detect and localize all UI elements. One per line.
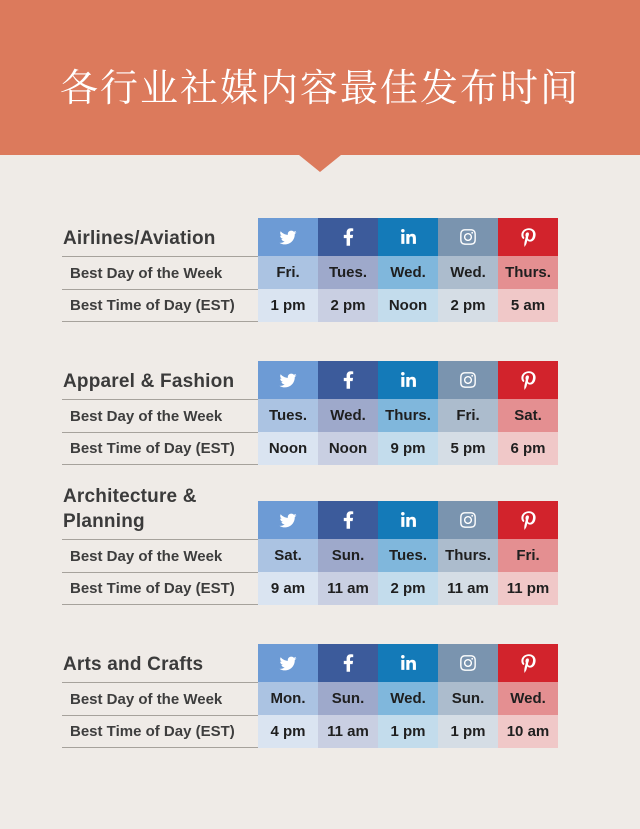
best-day-cell: Sat.	[258, 539, 318, 572]
linkedin-icon	[400, 655, 417, 672]
best-time-cell: 1 pm	[258, 289, 318, 322]
twitter-icon	[278, 372, 298, 389]
best-time-cell: 1 pm	[438, 715, 498, 748]
best-time-cell: 1 pm	[378, 715, 438, 748]
best-day-cell: Sun.	[318, 539, 378, 572]
social-column-header	[378, 218, 438, 256]
best-time-cell: 10 am	[498, 715, 558, 748]
best-day-row	[62, 256, 640, 289]
down-triangle-icon	[299, 155, 341, 172]
linkedin-icon	[400, 229, 417, 246]
industry-title: Apparel & Fashion	[63, 371, 235, 392]
industry-title: Architecture & Planning	[63, 486, 197, 532]
page-title: 各行业社媒内容最佳发布时间	[59, 68, 580, 110]
social-column-header	[318, 218, 378, 256]
best-time-cell: 2 pm	[378, 572, 438, 605]
social-column-header	[378, 501, 438, 539]
best-day-row	[62, 399, 640, 432]
facebook-icon	[343, 654, 354, 672]
social-column-header	[258, 501, 318, 539]
social-column-header	[498, 218, 558, 256]
social-column-header	[378, 644, 438, 682]
social-column-header	[438, 218, 498, 256]
best-day-row	[62, 539, 640, 572]
twitter-icon	[278, 655, 298, 672]
row-label: Best Day of the Week	[62, 399, 258, 432]
header-banner	[0, 0, 640, 155]
industry-title: Airlines/Aviation	[63, 228, 216, 249]
social-column-header	[258, 218, 318, 256]
best-day-cell: Mon.	[258, 682, 318, 715]
social-column-header	[498, 501, 558, 539]
social-column-header	[438, 644, 498, 682]
social-column-header	[438, 501, 498, 539]
instagram-icon	[459, 228, 477, 246]
best-time-cell: 6 pm	[498, 432, 558, 465]
best-day-cell: Thurs.	[438, 539, 498, 572]
social-column-header	[498, 644, 558, 682]
best-day-cell: Wed.	[498, 682, 558, 715]
social-column-header	[318, 644, 378, 682]
social-column-header	[318, 501, 378, 539]
industry-table	[62, 361, 640, 465]
linkedin-icon	[400, 512, 417, 529]
best-day-cell: Fri.	[438, 399, 498, 432]
best-time-cell: 11 pm	[498, 572, 558, 605]
twitter-icon	[278, 229, 298, 246]
best-time-cell: Noon	[258, 432, 318, 465]
social-column-header	[258, 361, 318, 399]
best-day-row	[62, 682, 640, 715]
facebook-icon	[343, 228, 354, 246]
table-header-row	[62, 644, 640, 682]
pinterest-icon	[521, 228, 536, 247]
best-day-cell: Wed.	[318, 399, 378, 432]
industry-table	[62, 218, 640, 322]
table-header-row	[62, 218, 640, 256]
row-label: Best Day of the Week	[62, 682, 258, 715]
best-day-cell: Wed.	[438, 256, 498, 289]
row-label: Best Time of Day (EST)	[62, 715, 258, 748]
facebook-icon	[343, 511, 354, 529]
best-time-cell: 5 am	[498, 289, 558, 322]
best-time-cell: 9 am	[258, 572, 318, 605]
best-day-cell: Wed.	[378, 256, 438, 289]
best-day-cell: Tues.	[258, 399, 318, 432]
social-column-header	[378, 361, 438, 399]
best-time-row	[62, 289, 640, 322]
social-column-header	[258, 644, 318, 682]
row-label: Best Day of the Week	[62, 256, 258, 289]
facebook-icon	[343, 371, 354, 389]
best-time-cell: 11 am	[318, 572, 378, 605]
best-time-cell: 4 pm	[258, 715, 318, 748]
best-day-cell: Thurs.	[378, 399, 438, 432]
best-time-cell: Noon	[378, 289, 438, 322]
linkedin-icon	[400, 372, 417, 389]
twitter-icon	[278, 512, 298, 529]
best-time-row	[62, 715, 640, 748]
instagram-icon	[459, 511, 477, 529]
row-label: Best Time of Day (EST)	[62, 432, 258, 465]
industry-tables	[0, 172, 640, 748]
best-time-cell: 9 pm	[378, 432, 438, 465]
best-time-cell: 11 am	[438, 572, 498, 605]
best-day-cell: Sat.	[498, 399, 558, 432]
best-time-cell: 11 am	[318, 715, 378, 748]
table-header-row	[62, 361, 640, 399]
best-day-cell: Fri.	[258, 256, 318, 289]
best-day-cell: Tues.	[318, 256, 378, 289]
instagram-icon	[459, 654, 477, 672]
row-label: Best Day of the Week	[62, 539, 258, 572]
social-column-header	[318, 361, 378, 399]
table-header-row	[62, 484, 640, 539]
best-time-row	[62, 572, 640, 605]
best-day-cell: Wed.	[378, 682, 438, 715]
row-label: Best Time of Day (EST)	[62, 289, 258, 322]
best-time-row	[62, 432, 640, 465]
pinterest-icon	[521, 511, 536, 530]
industry-table	[62, 644, 640, 748]
best-day-cell: Tues.	[378, 539, 438, 572]
pinterest-icon	[521, 654, 536, 673]
best-day-cell: Sun.	[318, 682, 378, 715]
social-column-header	[498, 361, 558, 399]
pinterest-icon	[521, 371, 536, 390]
best-day-cell: Fri.	[498, 539, 558, 572]
industry-title: Arts and Crafts	[63, 654, 204, 675]
row-label: Best Time of Day (EST)	[62, 572, 258, 605]
best-time-cell: Noon	[318, 432, 378, 465]
best-time-cell: 2 pm	[318, 289, 378, 322]
best-day-cell: Sun.	[438, 682, 498, 715]
best-time-cell: 5 pm	[438, 432, 498, 465]
best-time-cell: 2 pm	[438, 289, 498, 322]
social-column-header	[438, 361, 498, 399]
instagram-icon	[459, 371, 477, 389]
industry-table	[62, 484, 640, 605]
best-day-cell: Thurs.	[498, 256, 558, 289]
